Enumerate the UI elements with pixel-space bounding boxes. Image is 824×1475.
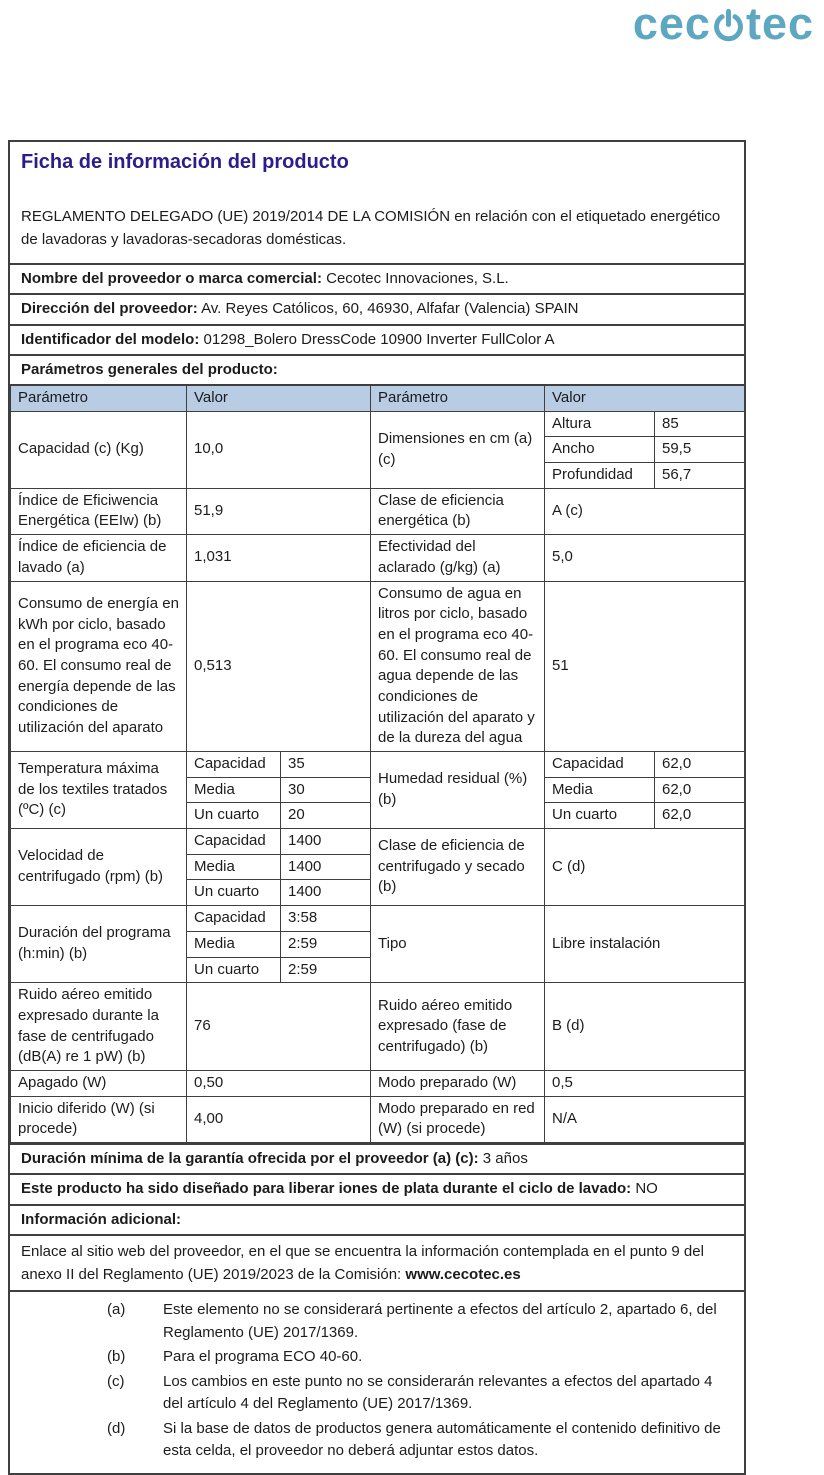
- logo-text-pre: cec: [632, 0, 711, 49]
- param-indice-lavado: Índice de eficiencia de lavado (a): [11, 535, 187, 581]
- footnote-c: [10, 1371, 734, 1416]
- param-eei: Índice de Eficiwencia Energética (EEIw) (b): [11, 488, 187, 534]
- page-title: Ficha de información del producto: [21, 151, 349, 173]
- power-button-icon: [712, 2, 745, 47]
- param-capacidad: Capacidad (c) (Kg): [11, 411, 187, 488]
- param-humedad: Humedad residual (%) (b): [371, 752, 545, 829]
- header-value-left: Valor: [187, 385, 371, 411]
- footnotes-section: [10, 1290, 744, 1473]
- vel-capacidad-value: 1400: [281, 829, 371, 855]
- param-clase-energetica: Clase de eficiencia energética (b): [371, 488, 545, 534]
- footnote-d: [10, 1418, 734, 1463]
- footnote-c-key: (c): [107, 1372, 125, 1390]
- dim-profundidad-label: Profundidad: [545, 463, 655, 489]
- dim-ancho-label: Ancho: [545, 437, 655, 463]
- general-parameters-section-row: [10, 354, 744, 384]
- footnote-d-text: Si la base de datos de productos genera automáticamente el contenido definitivo de esta celda, el proveedor no deberá adjuntar estos datos.: [163, 1419, 721, 1460]
- model-id-value: 01298_Bolero DressCode 10900 Inverter FullColor A: [203, 330, 555, 348]
- humedad-capacidad-label: Capacidad: [545, 752, 655, 778]
- vel-capacidad-label: Capacidad: [187, 829, 281, 855]
- value-consumo-energia: 0,513: [187, 581, 371, 752]
- dur-capacidad-value: 3:58: [281, 906, 371, 932]
- table-row-consumo: [11, 581, 745, 752]
- temp-capacidad-value: 35: [281, 752, 371, 778]
- dim-profundidad-value: 56,7: [655, 463, 745, 489]
- param-clase-centrifugado: Clase de eficiencia de centrifugado y secado (b): [371, 829, 545, 906]
- model-id-row: [10, 324, 744, 354]
- footnote-b: [10, 1346, 734, 1369]
- param-consumo-agua: Consumo de agua en litros por ciclo, basado en el programa eco 40-60. El consumo real de agua depende de las condiciones de utilización del aparato y de la dureza del agua: [371, 581, 545, 752]
- humedad-media-label: Media: [545, 777, 655, 803]
- logo-text-post: tec: [745, 0, 814, 49]
- footnote-a-text: Este elemento no se considerará pertinente a efectos del artículo 2, apartado 6, del Reglamento (UE) 2017/1369.: [163, 1301, 717, 1341]
- value-indice-lavado: 1,031: [187, 535, 371, 581]
- temp-capacidad-label: Capacidad: [187, 752, 281, 778]
- footnote-c-text: Los cambios en este punto no se considerarán relevantes a efectos del apartado 4 del artículo 4 del Reglamento (UE) 2017/1369.: [163, 1372, 713, 1413]
- table-row-temperatura: [11, 752, 745, 778]
- value-inicio-diferido: 4,00: [187, 1096, 371, 1142]
- enlace-row: [10, 1234, 744, 1291]
- param-consumo-energia: Consumo de energía en kWh por ciclo, basado en el programa eco 40-60. El consumo real de energía depende de las condiciones de utilización del aparato: [11, 581, 187, 752]
- humedad-capacidad-value: 62,0: [655, 752, 745, 778]
- humedad-cuarto-label: Un cuarto: [545, 803, 655, 829]
- informacion-adicional-label: Información adicional:: [21, 1210, 182, 1228]
- garantia-label: Duración mínima de la garantía ofrecida por el proveedor (a) (c):: [21, 1150, 479, 1167]
- value-clase-ruido: B (d): [545, 983, 745, 1071]
- temp-cuarto-value: 20: [281, 803, 371, 829]
- footnote-d-key: (d): [107, 1419, 126, 1437]
- informacion-adicional-row: [10, 1204, 744, 1234]
- table-row-apagado: [11, 1070, 745, 1096]
- garantia-value: 3 años: [482, 1150, 528, 1167]
- value-tipo: Libre instalación: [545, 906, 745, 983]
- temp-media-label: Media: [187, 777, 281, 803]
- header-param-right: Parámetro: [371, 385, 545, 411]
- dim-ancho-value: 59,5: [655, 437, 745, 463]
- temp-media-value: 30: [281, 777, 371, 803]
- fiche-header: [10, 142, 744, 263]
- dur-capacidad-label: Capacidad: [187, 906, 281, 932]
- supplier-name-value: Cecotec Innovaciones, S.L.: [326, 270, 509, 287]
- value-aclarado: 5,0: [545, 535, 745, 581]
- vel-cuarto-value: 1400: [281, 880, 371, 906]
- param-dimensiones: Dimensiones en cm (a) (c): [371, 411, 545, 488]
- humedad-media-value: 62,0: [655, 777, 745, 803]
- table-header-row: [11, 385, 745, 411]
- param-tipo: Tipo: [371, 906, 545, 983]
- param-velocidad: Velocidad de centrifugado (rpm) (b): [11, 829, 187, 906]
- param-modo-preparado-red: Modo preparado en red (W) (si procede): [371, 1096, 545, 1142]
- humedad-cuarto-value: 62,0: [655, 803, 745, 829]
- value-consumo-agua: 51: [545, 581, 745, 752]
- dur-cuarto-value: 2:59: [281, 957, 371, 983]
- supplier-website-link: www.cecotec.es: [405, 1266, 521, 1283]
- product-fiche: [8, 140, 746, 1475]
- parameters-table: [10, 384, 745, 1143]
- dim-altura-value: 85: [655, 411, 745, 437]
- value-modo-preparado: 0,5: [545, 1070, 745, 1096]
- table-row-duracion: [11, 906, 745, 932]
- dur-media-label: Media: [187, 931, 281, 957]
- iones-plata-row: [10, 1173, 744, 1203]
- value-modo-preparado-red: N/A: [545, 1096, 745, 1142]
- param-duracion: Duración del programa (h:min) (b): [11, 906, 187, 983]
- footnote-a: [10, 1299, 734, 1344]
- param-apagado: Apagado (W): [11, 1070, 187, 1096]
- vel-cuarto-label: Un cuarto: [187, 880, 281, 906]
- temp-cuarto-label: Un cuarto: [187, 803, 281, 829]
- supplier-address-value: Av. Reyes Católicos, 60, 46930, Alfafar (Valencia) SPAIN: [201, 300, 579, 318]
- vel-media-label: Media: [187, 854, 281, 880]
- value-apagado: 0,50: [187, 1070, 371, 1096]
- supplier-name-label: Nombre del proveedor o marca comercial:: [21, 270, 322, 287]
- header-param-left: Parámetro: [11, 385, 187, 411]
- value-ruido: 76: [187, 983, 371, 1071]
- iones-plata-value: NO: [635, 1180, 658, 1198]
- param-aclarado: Efectividad del aclarado (g/kg) (a): [371, 535, 545, 581]
- iones-plata-label: Este producto ha sido diseñado para liberar iones de plata durante el ciclo de lavado:: [21, 1180, 632, 1198]
- model-id-label: Identificador del modelo:: [21, 330, 200, 348]
- supplier-name-row: [10, 263, 744, 293]
- supplier-address-row: [10, 293, 744, 323]
- value-clase-energetica: A (c): [545, 488, 745, 534]
- param-temperatura: Temperatura máxima de los textiles tratados (ºC) (c): [11, 752, 187, 829]
- general-parameters-label: Parámetros generales del producto:: [21, 360, 278, 378]
- footnote-b-text: Para el programa ECO 40-60.: [163, 1348, 363, 1366]
- enlace-text: Enlace al sitio web del proveedor, en el que se encuentra la información contemplada en el punto 9 del anexo II del Reglamento (UE) 2019/2023 de la Comisión:: [21, 1242, 704, 1283]
- table-row-eei: [11, 488, 745, 534]
- table-row-capacidad: [11, 411, 745, 437]
- supplier-address-label: Dirección del proveedor:: [21, 300, 198, 318]
- dur-cuarto-label: Un cuarto: [187, 957, 281, 983]
- value-eei: 51,9: [187, 488, 371, 534]
- vel-media-value: 1400: [281, 854, 371, 880]
- footnote-a-key: (a): [107, 1301, 126, 1319]
- header-value-right: Valor: [545, 385, 745, 411]
- value-capacidad: 10,0: [187, 411, 371, 488]
- table-row-inicio-diferido: [11, 1096, 745, 1142]
- table-row-indice-lavado: [11, 535, 745, 581]
- param-modo-preparado: Modo preparado (W): [371, 1070, 545, 1096]
- dur-media-value: 2:59: [281, 931, 371, 957]
- garantia-row: [10, 1143, 744, 1173]
- value-clase-centrifugado: C (d): [545, 829, 745, 906]
- regulation-intro: REGLAMENTO DELEGADO (UE) 2019/2014 DE LA COMISIÓN en relación con el etiquetado energético de lavadoras y lavadoras-secadoras domésticas.: [21, 208, 721, 248]
- param-ruido: Ruido aéreo emitido expresado durante la fase de centrifugado (dB(A) re 1 pW) (b): [11, 983, 187, 1071]
- table-row-ruido: [11, 983, 745, 1071]
- table-row-velocidad: [11, 829, 745, 855]
- param-clase-ruido: Ruido aéreo emitido expresado (fase de centrifugado) (b): [371, 983, 545, 1071]
- footnote-b-key: (b): [107, 1348, 126, 1366]
- param-inicio-diferido: Inicio diferido (W) (si procede): [11, 1096, 187, 1142]
- cecotec-logo: [633, 0, 814, 48]
- dim-altura-label: Altura: [545, 411, 655, 437]
